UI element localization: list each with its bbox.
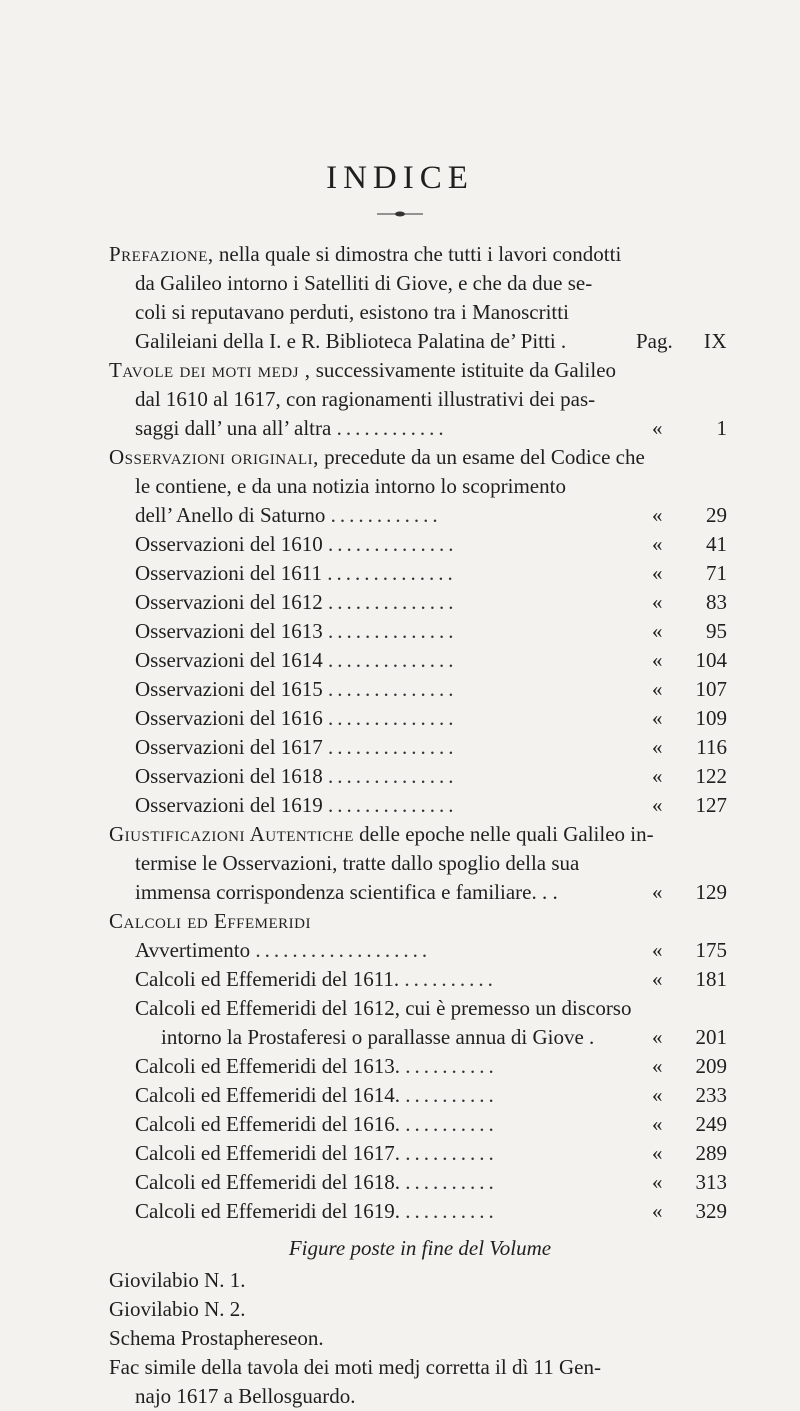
entry-text: saggi dall’ una all’ altra (135, 416, 332, 440)
entry-text: Calcoli ed Effemeridi del 1611. (135, 967, 400, 991)
page-number: IX (703, 329, 727, 353)
toc-line (109, 878, 727, 907)
entry-text: coli si reputavano perduti, esistono tra i Manoscritti (135, 300, 569, 324)
entry-text: Calcoli ed Effemeridi del 1618. (135, 1170, 400, 1194)
toc-line (109, 559, 727, 588)
entry-head: Osservazioni originali, (109, 445, 319, 469)
toc-line (109, 588, 727, 617)
entry-text: Osservazioni del 1614 (135, 648, 323, 672)
page-title: INDICE (326, 160, 474, 196)
ditto-mark: « (652, 561, 663, 585)
entry-text: Osservazioni del 1616 (135, 706, 323, 730)
toc-line (109, 791, 727, 820)
toc-line (109, 414, 727, 443)
leader-dots: ............ (330, 503, 442, 527)
figure-item: Fac simile della tavola dei moti medj corretta il dì 11 Gen- (109, 1355, 601, 1379)
toc-entry-prefazione (109, 240, 727, 269)
page-number: 289 (695, 1141, 727, 1165)
ditto-mark: « (652, 532, 663, 556)
entry-text: successivamente istituite da Galileo (315, 358, 617, 382)
entry-text: dell’ Anello di Saturno (135, 503, 326, 527)
entry-text: Galileiani della I. e R. Biblioteca Palatina de’ Pitti . (135, 329, 567, 353)
ditto-mark: « (652, 1199, 663, 1223)
toc-line (109, 501, 727, 530)
entry-text: Osservazioni del 1615 (135, 677, 323, 701)
page-number: 313 (695, 1170, 727, 1194)
ditto-mark: « (652, 503, 663, 527)
leader-dots: .......... (405, 1199, 498, 1223)
ditto-mark: « (652, 735, 663, 759)
toc-line (109, 936, 727, 965)
leader-dots: ............ (336, 416, 448, 440)
toc-line (109, 1139, 727, 1168)
entry-text: immensa corrispondenza scientifica e familiare. . . (135, 880, 558, 904)
entry-text: dal 1610 al 1617, con ragionamenti illustrativi dei pas- (135, 387, 596, 411)
leader-dots: .......... (405, 1170, 498, 1194)
page-number: 109 (695, 706, 727, 730)
entry-head: Giustificazioni Autentiche (109, 822, 354, 846)
page-number: 83 (706, 590, 727, 614)
page-number: 233 (695, 1083, 727, 1107)
ditto-mark: « (652, 938, 663, 962)
toc-line (109, 646, 727, 675)
ditto-mark: « (652, 1054, 663, 1078)
ditto-mark: « (652, 648, 663, 672)
toc-line (109, 762, 727, 791)
toc-line (109, 1168, 727, 1197)
toc-line (109, 965, 727, 994)
entry-text: precedute da un esame del Codice che (324, 445, 645, 469)
page-number: 71 (706, 561, 727, 585)
leader-dots: .............. (328, 706, 458, 730)
leader-dots: .............. (328, 793, 458, 817)
figure-item-continuation: najo 1617 a Bellosguardo. (135, 1384, 356, 1408)
leader-dots: .......... (404, 967, 497, 991)
page-number: 29 (706, 503, 727, 527)
entry-text: Calcoli ed Effemeridi del 1613. (135, 1054, 400, 1078)
entry-text: le contiene, e da una notizia intorno lo scoprimento (135, 474, 566, 498)
leader-dots: .............. (328, 532, 458, 556)
toc-entry-giustificazioni (109, 820, 727, 849)
page-number: 116 (696, 735, 727, 759)
ditto-mark: « (652, 1025, 663, 1049)
leader-dots: .............. (328, 590, 458, 614)
ornament-divider (375, 210, 425, 218)
ditto-mark: « (652, 1170, 663, 1194)
ditto-mark: « (652, 416, 663, 440)
ditto-mark: « (652, 619, 663, 643)
page-number: 127 (695, 793, 727, 817)
toc-line (109, 733, 727, 762)
toc-entry-tavole (109, 356, 727, 385)
figure-item: Schema Prostaphereseon. (109, 1326, 324, 1350)
page-number: 1 (716, 416, 727, 440)
entry-text: Osservazioni del 1618 (135, 764, 323, 788)
ditto-mark: « (652, 1141, 663, 1165)
toc-line (109, 1197, 727, 1226)
leader-dots: .......... (405, 1083, 498, 1107)
entry-text: Calcoli ed Effemeridi del 1617. (135, 1141, 400, 1165)
entry-text: delle epoche nelle quali Galileo in- (359, 822, 654, 846)
toc-line (109, 617, 727, 646)
ditto-mark: « (652, 1112, 663, 1136)
entry-text: Osservazioni del 1619 (135, 793, 323, 817)
entry-text: nella quale si dimostra che tutti i lavori condotti (218, 242, 622, 266)
leader-dots: .......... (405, 1054, 498, 1078)
entry-text: Calcoli ed Effemeridi del 1612, cui è premesso un discorso (135, 996, 632, 1020)
entry-text: Calcoli ed Effemeridi del 1614. (135, 1083, 400, 1107)
page-number: 201 (695, 1025, 727, 1049)
toc-line (109, 1081, 727, 1110)
ditto-mark: « (652, 677, 663, 701)
page-number: 209 (695, 1054, 727, 1078)
section-heading-calcoli: Calcoli ed Effemeridi (109, 909, 311, 933)
toc-line (109, 1023, 727, 1052)
page-number: 181 (695, 967, 727, 991)
ditto-mark: « (652, 793, 663, 817)
leader-dots: .............. (328, 764, 458, 788)
entry-text: Osservazioni del 1611 (135, 561, 323, 585)
toc-line (109, 327, 727, 356)
page-number: 122 (695, 764, 727, 788)
entry-text: Osservazioni del 1610 (135, 532, 323, 556)
leader-dots: .............. (328, 619, 458, 643)
leader-dots: .......... (405, 1141, 498, 1165)
entry-head: Prefazione, (109, 242, 214, 266)
leader-dots: ................... (255, 938, 432, 962)
figure-item: Giovilabio N. 2. (109, 1297, 246, 1321)
leader-dots: .............. (328, 677, 458, 701)
page-number: 107 (695, 677, 727, 701)
entry-text: Calcoli ed Effemeridi del 1619. (135, 1199, 400, 1223)
ditto-mark: « (652, 967, 663, 991)
page-number: 95 (706, 619, 727, 643)
toc-line (109, 675, 727, 704)
page-number: 41 (706, 532, 727, 556)
leader-dots: .............. (328, 735, 458, 759)
leader-dots: .......... (405, 1112, 498, 1136)
page-number: 104 (695, 648, 727, 672)
entry-text: intorno la Prostaferesi o parallasse annua di Giove . (161, 1025, 595, 1049)
figures-heading: Figure poste in fine del Volume (288, 1236, 552, 1260)
page-label: Pag. (636, 329, 673, 353)
entry-text: termise le Osservazioni, tratte dallo spoglio della sua (135, 851, 580, 875)
entry-text: Osservazioni del 1617 (135, 735, 323, 759)
toc-entry-osservazioni (109, 443, 727, 472)
toc-line (109, 1110, 727, 1139)
ditto-mark: « (652, 880, 663, 904)
entry-text: Calcoli ed Effemeridi del 1616. (135, 1112, 400, 1136)
ditto-mark: « (652, 764, 663, 788)
ditto-mark: « (652, 706, 663, 730)
toc-line (109, 704, 727, 733)
ditto-mark: « (652, 1083, 663, 1107)
toc-line (109, 1052, 727, 1081)
page-number: 175 (695, 938, 727, 962)
entry-text: Osservazioni del 1612 (135, 590, 323, 614)
page-number: 129 (695, 880, 727, 904)
page-number: 249 (695, 1112, 727, 1136)
figure-item: Giovilabio N. 1. (109, 1268, 246, 1292)
page-number: 329 (695, 1199, 727, 1223)
toc-line (109, 530, 727, 559)
entry-text: Avvertimento (135, 938, 251, 962)
ditto-mark: « (652, 590, 663, 614)
entry-text: Osservazioni del 1613 (135, 619, 323, 643)
entry-head: Tavole dei moti medj , (109, 358, 311, 382)
leader-dots: .............. (328, 648, 458, 672)
table-of-contents (109, 240, 727, 1411)
leader-dots: .............. (327, 561, 457, 585)
entry-text: da Galileo intorno i Satelliti di Giove, e che da due se- (135, 271, 593, 295)
